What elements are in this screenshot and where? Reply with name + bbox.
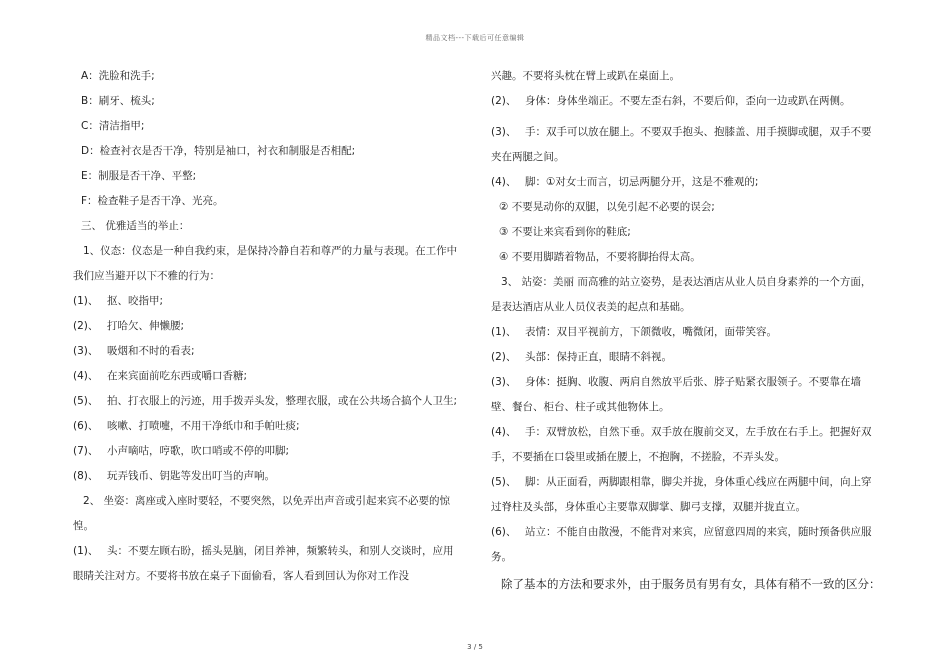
paragraph-text: 身体：挺胸、收腹、两肩自然放平后张、脖子贴紧衣服领子。不要靠在墙壁、餐台、柜台、柱子或其他物体上。 xyxy=(491,376,861,413)
paragraph-text: 兴趣。不要将头枕在臂上或趴在桌面上。 xyxy=(491,70,680,82)
paragraph xyxy=(491,520,881,570)
paragraph xyxy=(73,89,463,114)
page-header: 精品文档---下载后可任意编辑 xyxy=(425,34,525,42)
paragraph xyxy=(73,114,463,139)
paragraph-text: 头：不要左顾右盼，摇头晃脑，闭目养神，频繁转头，和别人交谈时，应用眼睛关注对方。不要将书放在桌子下面偷看，客人看到回认为你对工作没 xyxy=(73,545,454,582)
paragraph-text: ④ 不要用脚踏着物品，不要将脚抬得太高。 xyxy=(499,251,701,263)
item-number: (2)、 xyxy=(491,351,517,363)
item-number: (3)、 xyxy=(491,376,517,388)
paragraph-text: 表情：双目平视前方，下颌微收，嘴微闭，面带笑容。 xyxy=(525,326,777,338)
item-number: (1)、 xyxy=(73,545,99,557)
paragraph-text: 打哈欠、伸懒腰; xyxy=(107,320,185,332)
paragraph xyxy=(491,170,881,195)
paragraph-text: ② 不要晃动你的双腿，以免引起不必要的误会; xyxy=(499,201,715,213)
paragraph-text: 脚：从正面看，两脚跟相靠，脚尖并拢，身体重心线应在两腿中间，向上穿过脊柱及头部，身体重心主要靠双脚掌、脚弓支撑，双腿并拢直立。 xyxy=(491,476,872,513)
paragraph xyxy=(491,470,881,520)
paragraph xyxy=(73,214,463,239)
item-number: (6)、 xyxy=(491,526,517,538)
paragraph xyxy=(73,164,463,189)
paragraph-text: 玩弄钱币、钥匙等发出叮当的声响。 xyxy=(107,470,275,482)
paragraph xyxy=(491,89,881,114)
paragraph xyxy=(73,389,463,414)
item-number: (5)、 xyxy=(491,476,517,488)
item-number: (7)、 xyxy=(73,445,99,457)
paragraph xyxy=(73,439,463,464)
item-number: (3)、 xyxy=(491,126,517,138)
right-column xyxy=(491,64,881,597)
item-number: (5)、 xyxy=(73,395,99,407)
paragraph-text: 小声嘀咕，哼歌，吹口哨或不停的叩脚; xyxy=(107,445,290,457)
paragraph-text: 脚：①对女士而言，切忌两腿分开，这是不雅观的; xyxy=(525,176,759,188)
paragraph-text: F：检查鞋子是否干净、光亮。 xyxy=(81,195,224,207)
paragraph-text: 头部：保持正直，眼睛不斜视。 xyxy=(525,351,672,363)
item-number: (4)、 xyxy=(491,426,517,438)
paragraph-text: 3、 站姿：美丽 而高雅的站立姿势，是表达酒店从业人员自身素养的一个方面，是表达酒店从业人员仪表美的起点和基础。 xyxy=(491,276,872,313)
page-number: 3 / 5 xyxy=(467,643,483,651)
paragraph xyxy=(491,420,881,470)
paragraph-text: C：清洁指甲; xyxy=(81,120,145,132)
paragraph xyxy=(491,245,881,270)
paragraph xyxy=(491,120,881,170)
paragraph xyxy=(73,239,463,289)
paragraph xyxy=(73,414,463,439)
item-number: (2)、 xyxy=(73,320,99,332)
paragraph xyxy=(73,364,463,389)
paragraph xyxy=(491,270,881,320)
left-column xyxy=(73,64,463,589)
paragraph-text: 拍、打衣服上的污迹，用手拨弄头发，整理衣服，或在公共场合搞个人卫生; xyxy=(107,395,458,407)
paragraph xyxy=(73,339,463,364)
paragraph-text: 2、 坐姿：离座或入座时要轻，不要突然，以免弄出声音或引起来宾不必要的惊惶。 xyxy=(73,495,451,532)
paragraph-text: 手：双臂放松，自然下垂。双手放在腹前交叉，左手放在右手上。把握好双手，不要插在口袋里或插在腰上，不抱胸，不搓脸，不弄头发。 xyxy=(491,426,872,463)
paragraph-text: A：洗脸和洗手; xyxy=(81,70,155,82)
item-number: (3)、 xyxy=(73,345,99,357)
paragraph xyxy=(491,320,881,345)
paragraph-text: 1、仪态：仪态是一种自我约束，是保持冷静自若和尊严的力量与表现。在工作中我们应当避开以下不雅的行为： xyxy=(73,245,458,282)
paragraph-text: D：检查衬衣是否干净，特别是袖口，衬衣和制服是否相配; xyxy=(81,145,356,157)
item-number: (1)、 xyxy=(491,326,517,338)
paragraph xyxy=(73,314,463,339)
paragraph xyxy=(73,64,463,89)
paragraph-text: B：刷牙、梳头; xyxy=(81,95,155,107)
paragraph-text: 在来宾面前吃东西或嚼口香糖; xyxy=(107,370,248,382)
paragraph xyxy=(73,139,463,164)
paragraph-text: E：制服是否干净、平整; xyxy=(81,170,197,182)
paragraph-text: 咳嗽、打喷嚏，不用干净纸巾和手帕吐痰; xyxy=(107,420,300,432)
paragraph xyxy=(73,489,463,539)
paragraph xyxy=(491,370,881,420)
paragraph-text: 抠、咬指甲; xyxy=(107,295,164,307)
paragraph-text: ③ 不要让来宾看到你的鞋底; xyxy=(499,226,631,238)
paragraph-text: 三、 优雅适当的举止： xyxy=(81,220,190,232)
paragraph xyxy=(73,189,463,214)
paragraph-text: 手：双手可以放在腿上。不要双手抱头、抱膝盖、用手摸脚或腿，双手不要夹在两腿之间。 xyxy=(491,126,872,163)
paragraph xyxy=(491,220,881,245)
paragraph xyxy=(491,195,881,220)
paragraph-text: 吸烟和不时的看表; xyxy=(107,345,195,357)
item-number: (1)、 xyxy=(73,295,99,307)
paragraph-text: 身体：身体坐端正。不要左歪右斜，不要后仰，歪向一边或趴在两侧。 xyxy=(525,95,851,107)
item-number: (4)、 xyxy=(491,176,517,188)
paragraph-text: 除了基本的方法和要求外，由于服务员有男有女，具体有稍不一致的区分： xyxy=(501,577,881,591)
paragraph xyxy=(491,572,881,597)
paragraph xyxy=(491,64,881,89)
paragraph xyxy=(73,464,463,489)
item-number: (8)、 xyxy=(73,470,99,482)
item-number: (2)、 xyxy=(491,95,517,107)
paragraph xyxy=(73,539,463,589)
item-number: (6)、 xyxy=(73,420,99,432)
paragraph xyxy=(491,345,881,370)
paragraph xyxy=(73,289,463,314)
item-number: (4)、 xyxy=(73,370,99,382)
paragraph-text: 站立：不能自由散漫，不能背对来宾，应留意四周的来宾，随时预备供应服务。 xyxy=(491,526,872,563)
